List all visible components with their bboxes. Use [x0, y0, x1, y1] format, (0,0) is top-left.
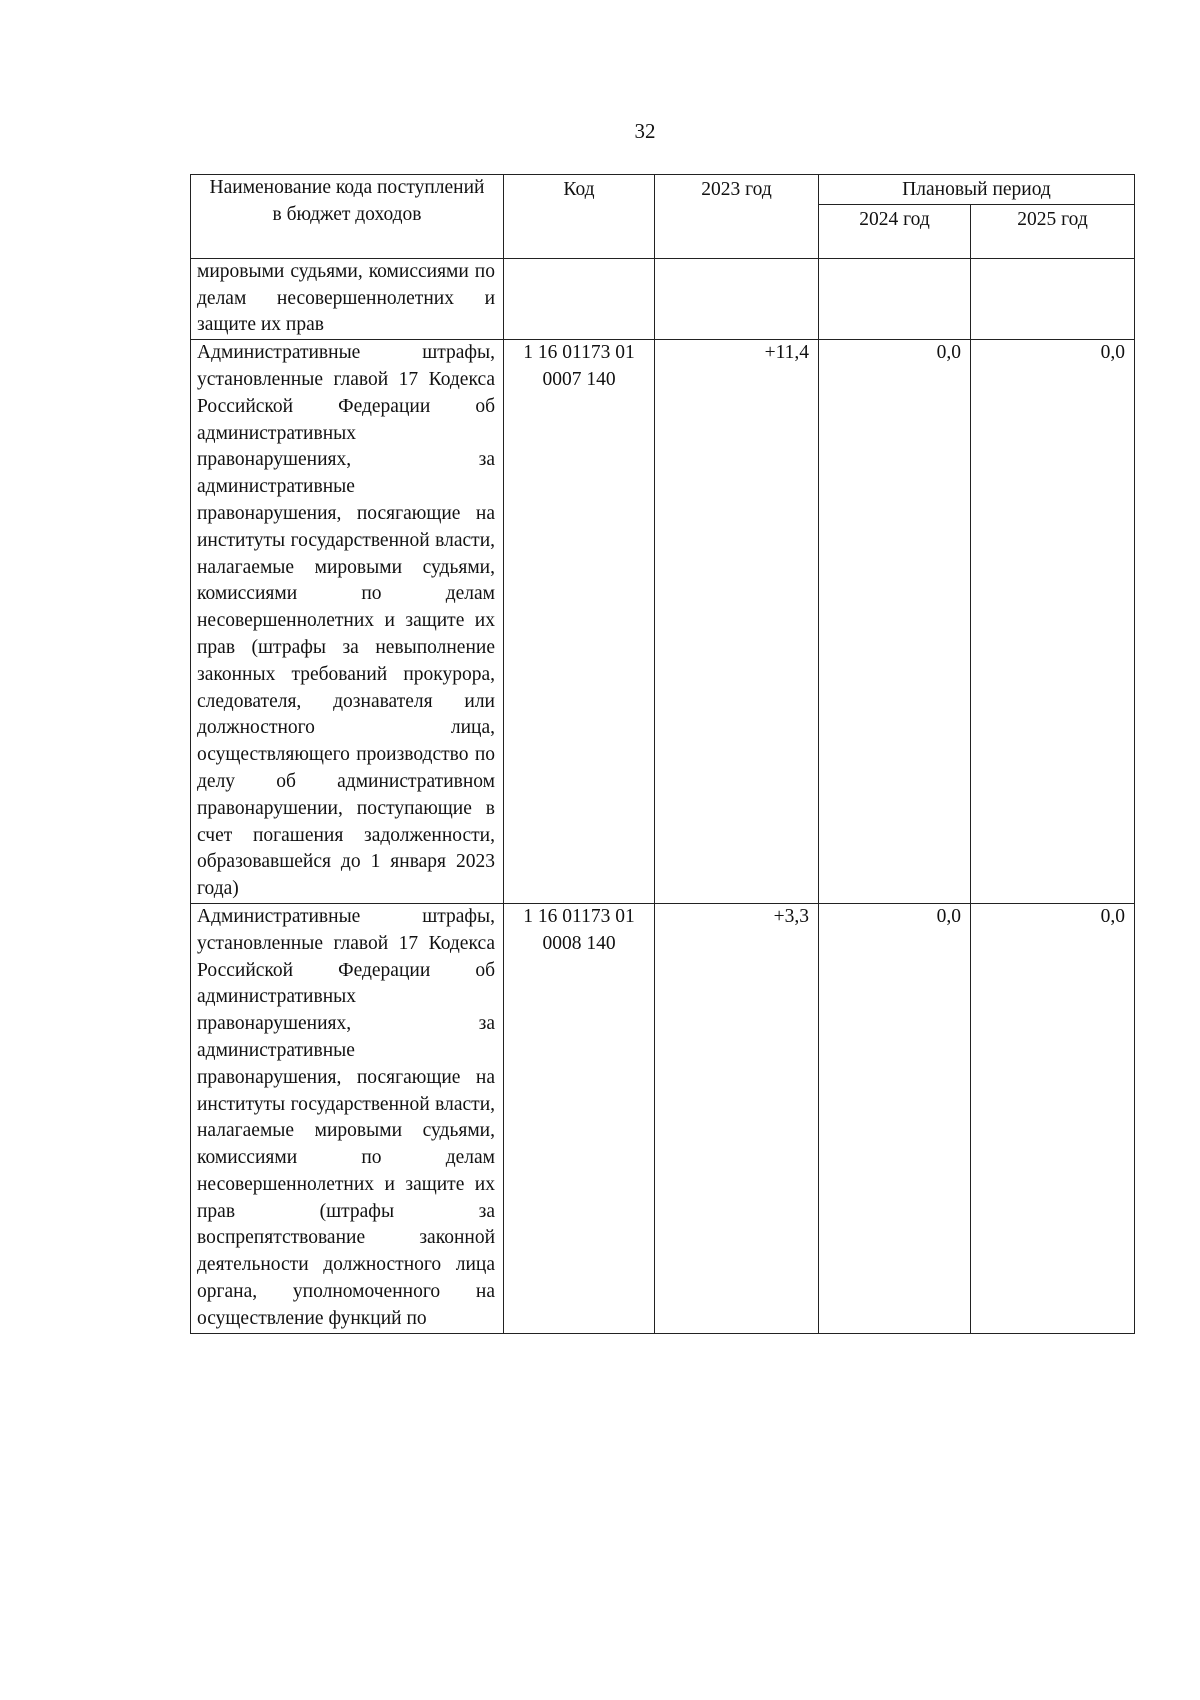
table-row: [191, 258, 1135, 339]
row-code: 1 16 01173 01 0007 140: [504, 340, 655, 904]
header-code: Код: [504, 175, 655, 259]
header-year-2025: 2025 год: [971, 204, 1135, 258]
row-value-2023: +3,3: [655, 903, 819, 1333]
header-name: Наименование кода поступлений в бюджет доходов: [191, 175, 504, 259]
row-value-2025: 0,0: [971, 340, 1135, 904]
row-value-2024: 0,0: [819, 340, 971, 904]
row-value-2024: 0,0: [819, 903, 971, 1333]
row-name: мировыми судьями, комиссиями по делам несовершеннолетних и защите их прав: [191, 258, 504, 339]
row-value-2023: +11,4: [655, 340, 819, 904]
page-number: 32: [634, 119, 656, 143]
row-value-2023: [655, 258, 819, 339]
row-value-2025: [971, 258, 1135, 339]
row-value-2025: 0,0: [971, 903, 1135, 1333]
row-name: Административные штрафы, установленные главой 17 Кодекса Российской Федерации об административных правонарушениях, за административные правонарушения, посягающие на институты государственной власти, налагаемые мировыми судьями, комиссиями по делам несовершеннолетних и защите их прав (штрафы за невыполнение законных требований прокурора, следователя, дознавателя или должностного лица, осуществляющего производство по делу об административном правонарушении, поступающие в счет погашения задолженности, образовавшейся до 1 января 2023 года): [191, 340, 504, 904]
row-code: 1 16 01173 01 0008 140: [504, 903, 655, 1333]
table-row: [191, 340, 1135, 904]
header-year-2024: 2024 год: [819, 204, 971, 258]
row-name: Административные штрафы, установленные главой 17 Кодекса Российской Федерации об административных правонарушениях, за административные правонарушения, посягающие на институты государственной власти, налагаемые мировыми судьями, комиссиями по делам несовершеннолетних и защите их прав (штрафы за воспрепятствование законной деятельности должностного лица органа, уполномоченного на осуществление функций по: [191, 903, 504, 1333]
header-year-2023: 2023 год: [655, 175, 819, 259]
table-row: [191, 903, 1135, 1333]
header-planned-period: Плановый период: [819, 175, 1135, 205]
revenue-table: [190, 174, 1135, 1334]
row-value-2024: [819, 258, 971, 339]
row-code: [504, 258, 655, 339]
